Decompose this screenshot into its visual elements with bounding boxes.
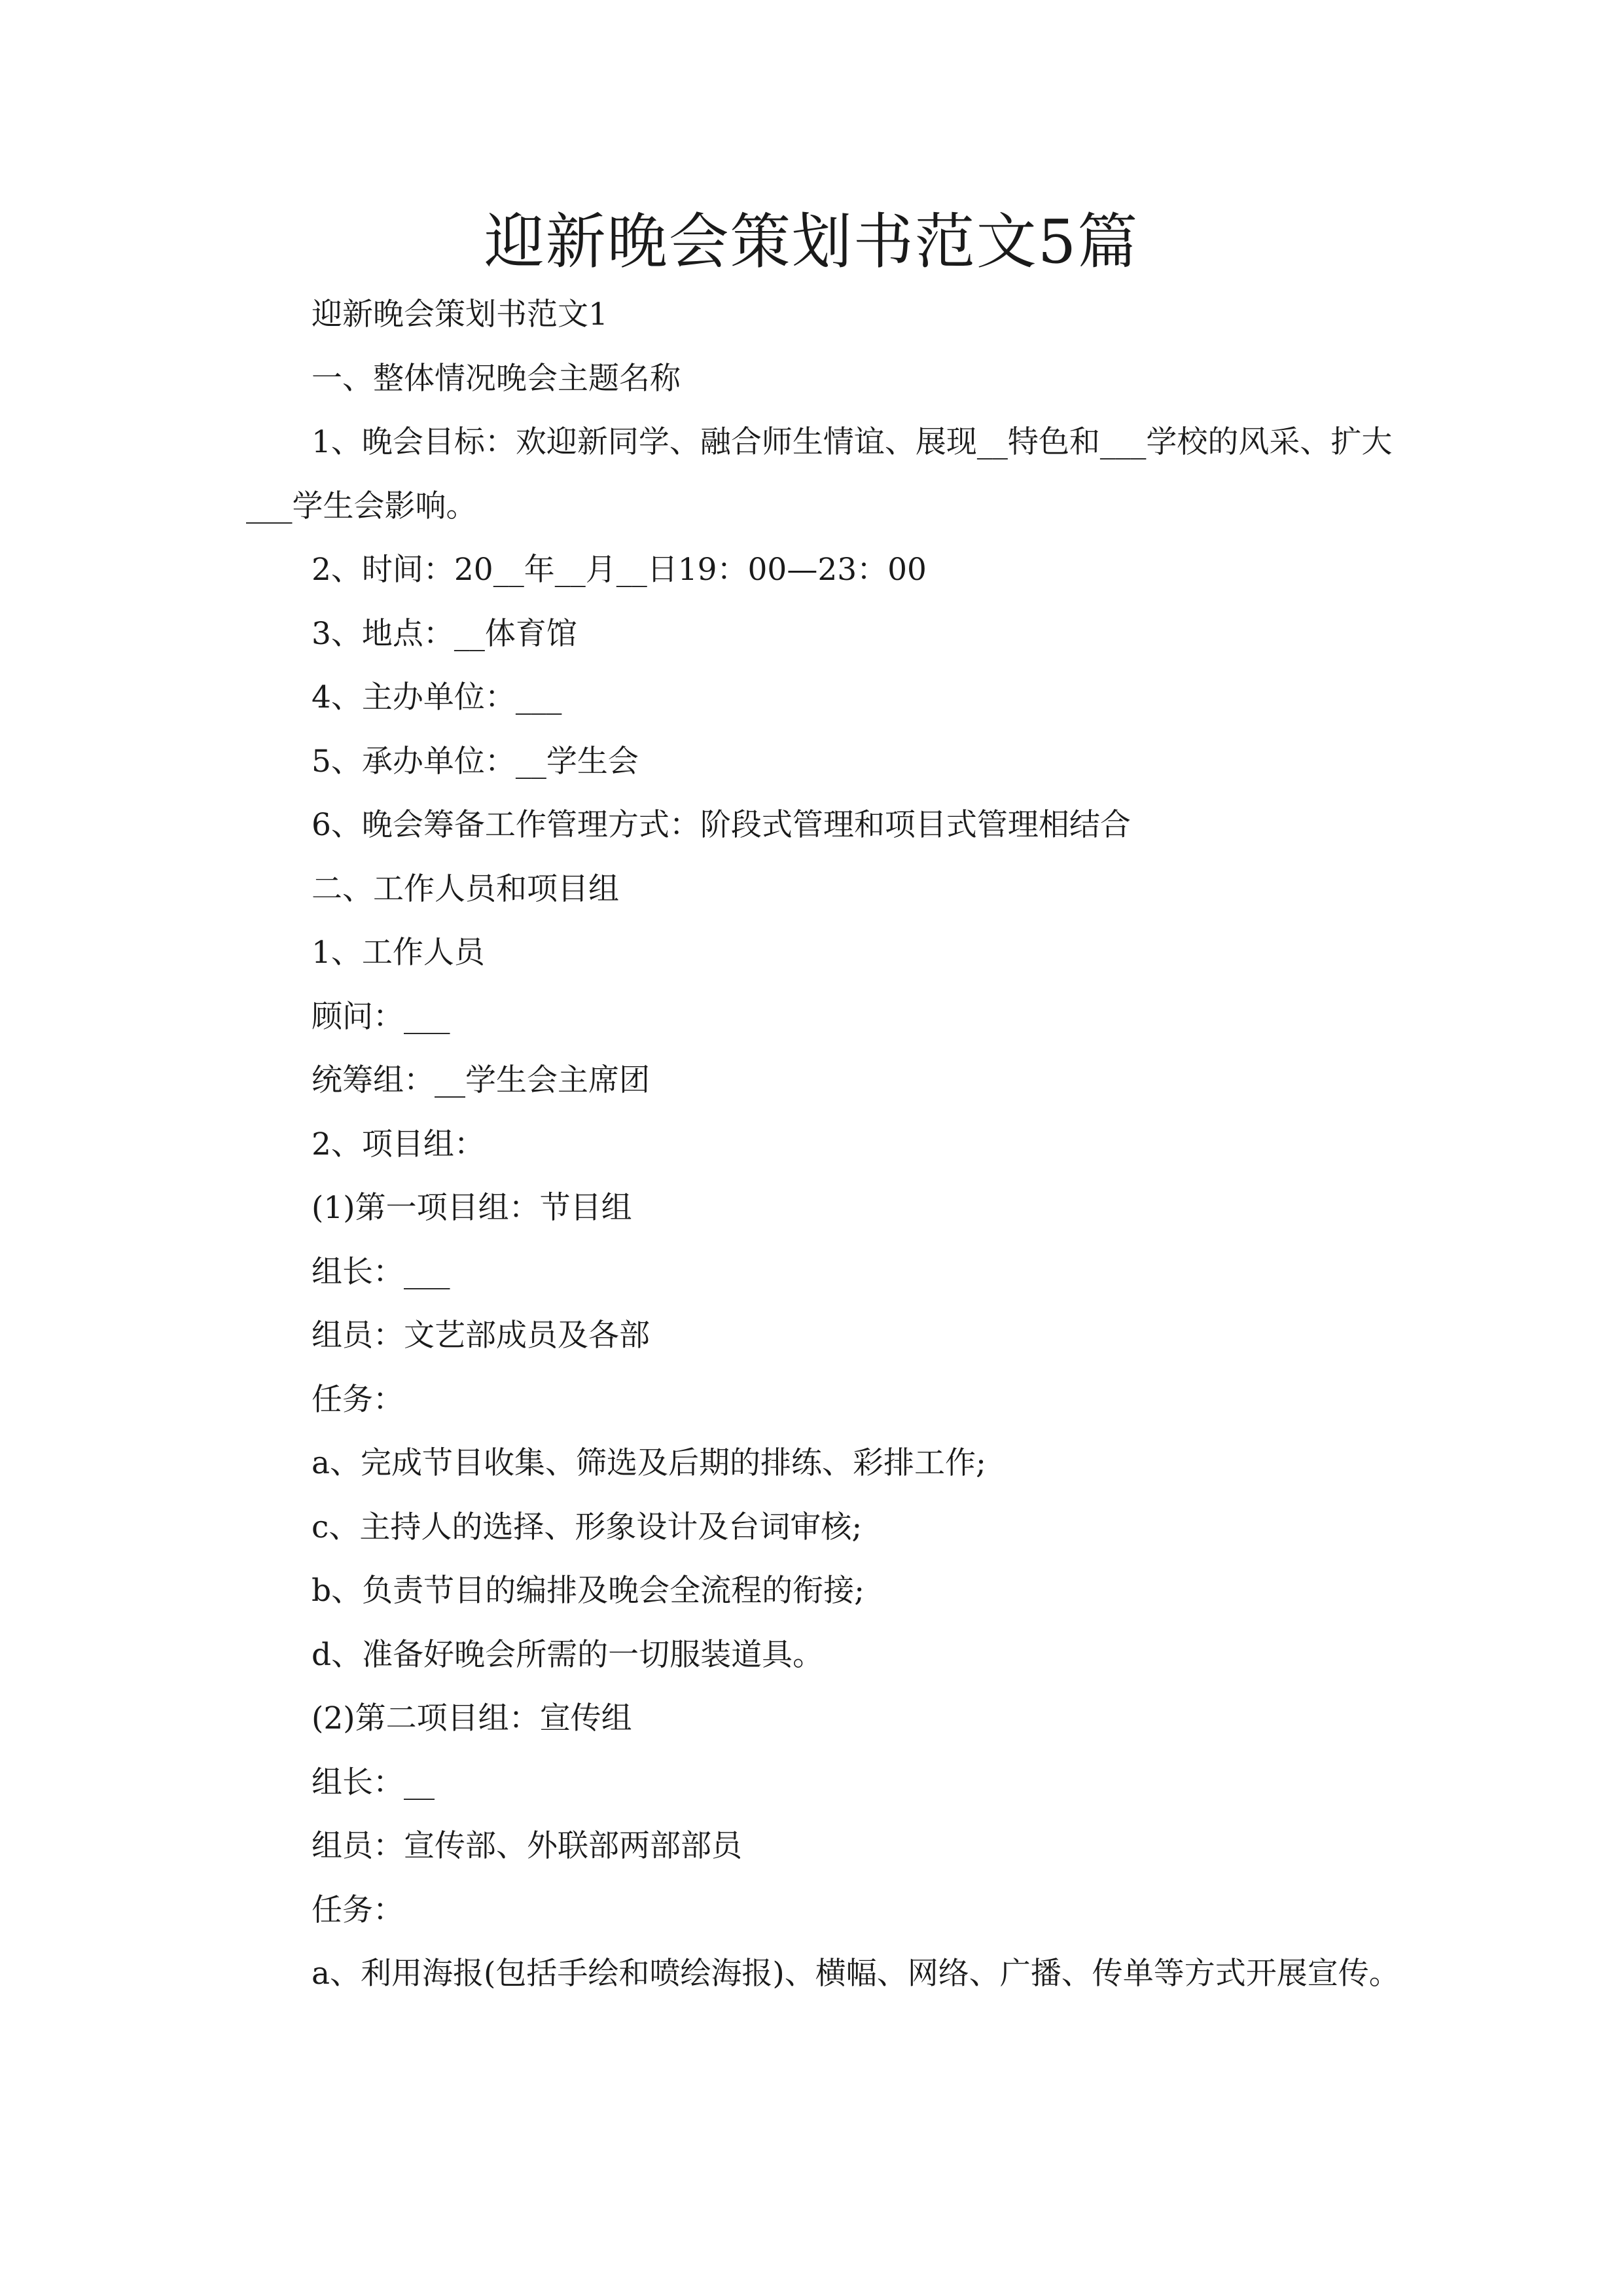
paragraph: 统筹组：__学生会主席团 (312, 1062, 650, 1098)
paragraph: 任务： (312, 1892, 404, 1928)
section-heading: 一、整体情况晚会主题名称 (312, 360, 681, 397)
document-title: 迎新晚会策划书范文5篇 (484, 207, 1139, 277)
list-item: d、准备好晚会所需的一切服装道具。 (312, 1636, 824, 1673)
paragraph: 组长：___ (312, 1253, 450, 1290)
paragraph: 迎新晚会策划书范文1 (312, 296, 608, 332)
paragraph: 1、工作人员 (312, 935, 485, 971)
section-heading: 二、工作人员和项目组 (312, 870, 619, 907)
paragraph: 3、地点：__体育馆 (312, 615, 577, 652)
paragraph: 顾问：___ (312, 998, 450, 1035)
paragraph: 6、晚会筹备工作管理方式：阶段式管理和项目式管理相结合 (312, 807, 1131, 843)
paragraph: 4、主办单位：___ (312, 679, 562, 715)
paragraph: (2)第二项目组：宣传组 (312, 1700, 632, 1736)
paragraph: (1)第一项目组：节目组 (312, 1190, 632, 1226)
paragraph: 组员：文艺部成员及各部 (312, 1318, 650, 1354)
document-body (246, 283, 1411, 2006)
paragraph: 5、承办单位：__学生会 (312, 743, 639, 780)
list-item: c、主持人的选择、形象设计及台词审核; (312, 1509, 863, 1545)
paragraph: 组长：__ (312, 1764, 435, 1801)
list-item: a、完成节目收集、筛选及后期的排练、彩排工作; (312, 1445, 986, 1481)
paragraph: 2、时间：20__年__月__日19：00—23：00 (312, 552, 927, 588)
paragraph: 2、项目组： (312, 1126, 485, 1162)
paragraph: 1、晚会目标：欢迎新同学、融合师生情谊、展现__特色和___学校的风采、扩大___学生会影响。 (246, 424, 1393, 524)
paragraph: 组员：宣传部、外联部两部部员 (312, 1828, 742, 1864)
paragraph: 任务： (312, 1381, 404, 1418)
list-item: b、负责节目的编排及晚会全流程的衔接; (312, 1573, 865, 1609)
list-item: a、利用海报(包括手绘和喷绘海报)、横幅、网络、广播、传单等方式开展宣传。 (312, 1956, 1400, 1992)
